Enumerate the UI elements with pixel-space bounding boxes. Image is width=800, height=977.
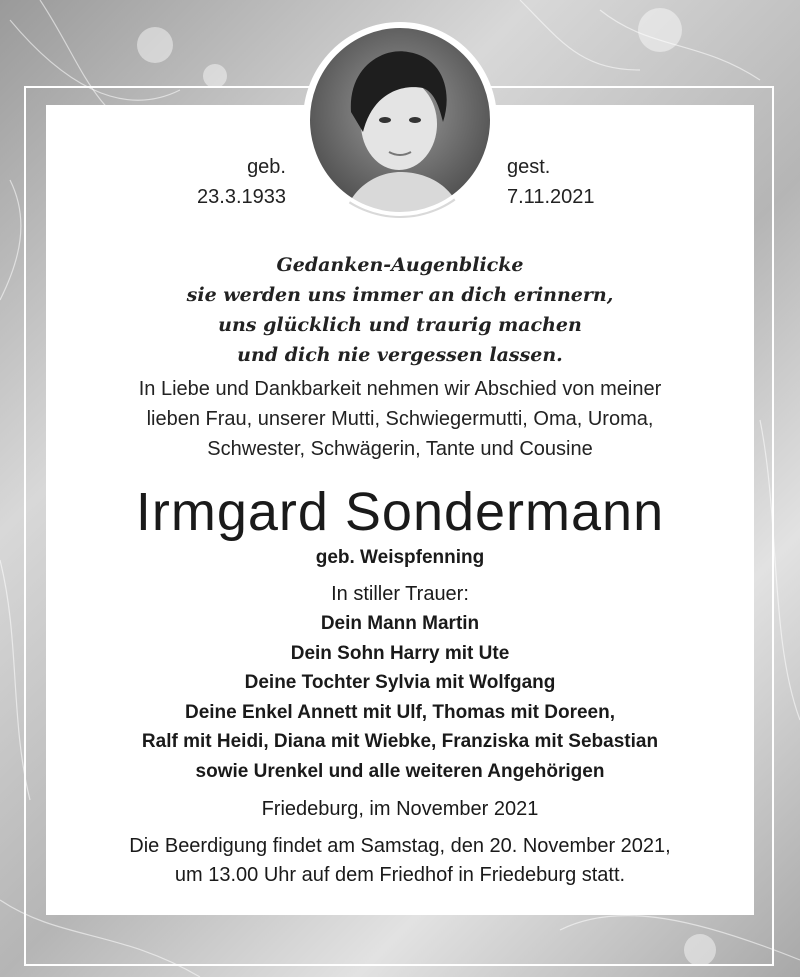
mourning-label: In stiller Trauer: xyxy=(331,583,469,605)
birth-label: geb. xyxy=(247,156,286,178)
death-date: 7.11.2021 xyxy=(507,186,595,208)
intro-text xyxy=(46,374,754,464)
mourner-line: Ralf mit Heidi, Diana mit Wiebke, Franziska mit Sebastian xyxy=(141,731,659,752)
deceased-name: Irmgard Sondermann xyxy=(135,482,665,542)
funeral-info xyxy=(46,832,754,890)
intro-line: Schwester, Schwägerin, Tante und Cousine xyxy=(207,438,593,460)
mourner-line: Deine Tochter Sylvia mit Wolfgang xyxy=(244,672,556,693)
intro-line: In Liebe und Dankbarkeit nehmen wir Abschied von meiner xyxy=(138,378,662,400)
mourner-line: Dein Sohn Harry mit Ute xyxy=(290,642,510,664)
poem-line: uns glücklich und traurig machen xyxy=(218,314,582,336)
poem-line: und dich nie vergessen lassen. xyxy=(237,344,563,366)
death-label: gest. xyxy=(507,156,551,178)
birth-name: geb. Weispfenning xyxy=(315,547,485,568)
funeral-line: um 13.00 Uhr auf dem Friedhof in Friedeburg statt. xyxy=(174,864,626,886)
death-date-block xyxy=(507,152,617,212)
poem-line: sie werden uns immer an dich erinnern, xyxy=(186,284,614,306)
funeral-line: Die Beerdigung findet am Samstag, den 20. November 2021, xyxy=(129,835,671,857)
birth-date: 23.3.1933 xyxy=(197,186,286,208)
portrait-photo xyxy=(303,22,497,218)
place-date: Friedeburg, im November 2021 xyxy=(261,798,539,820)
intro-line: lieben Frau, unserer Mutti, Schwiegermutti, Oma, Uroma, xyxy=(146,408,654,430)
mourner-line: sowie Urenkel und alle weiteren Angehörigen xyxy=(195,760,605,782)
poem-line: Gedanken-Augenblicke xyxy=(276,254,524,276)
obituary-text xyxy=(46,250,754,890)
mourners-list xyxy=(46,609,754,786)
birth-date-block xyxy=(186,152,286,212)
mourner-line: Deine Enkel Annett mit Ulf, Thomas mit Doreen, xyxy=(184,701,616,723)
poem xyxy=(46,250,754,370)
mourner-line: Dein Mann Martin xyxy=(320,613,480,634)
